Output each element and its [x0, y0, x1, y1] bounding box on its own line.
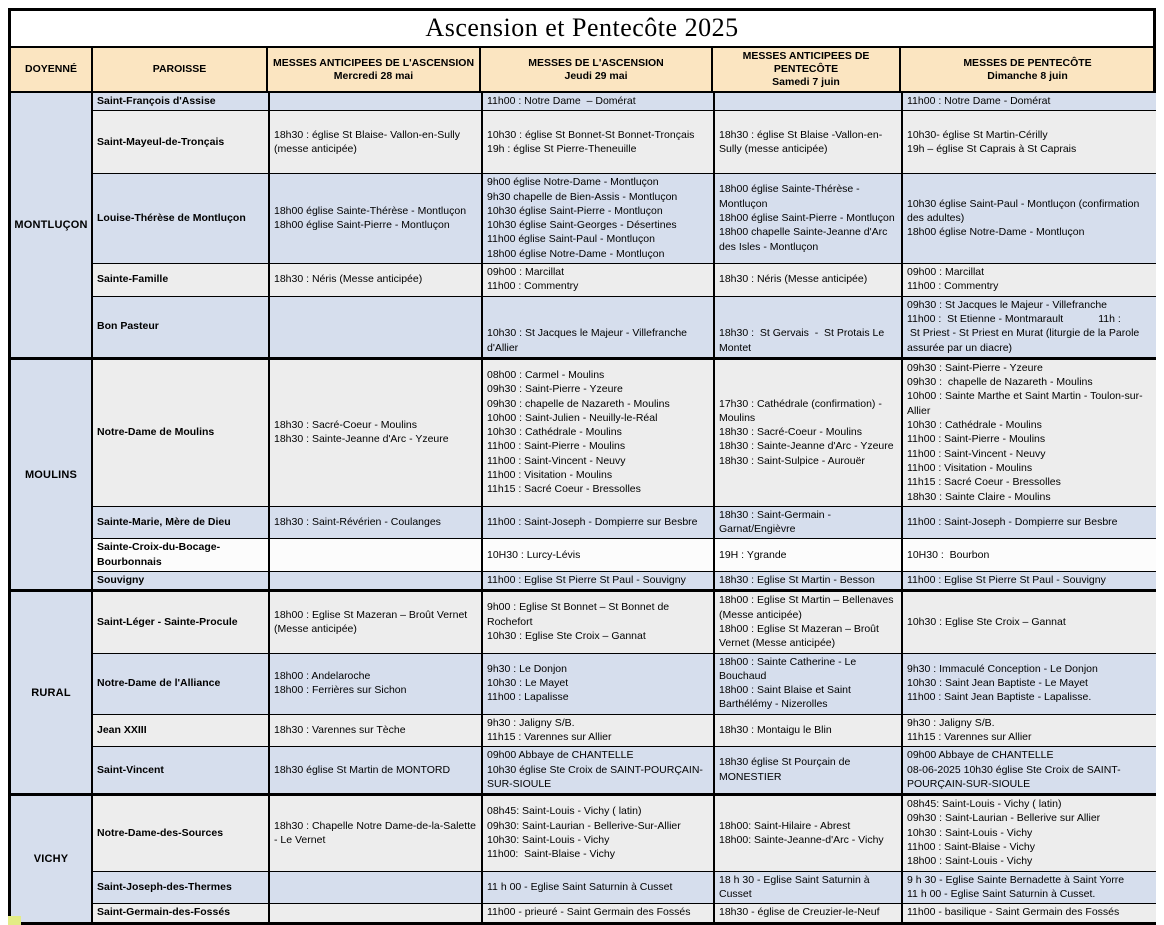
paroisse-label: Saint-Germain-des-Fossés: [97, 906, 231, 919]
mass-line: 18h00 église Saint-Pierre - Montluçon: [719, 212, 895, 225]
mass-line: 18h30 : Sainte-Jeanne d'Arc - Yzeure: [719, 440, 894, 453]
paroisse-label: Saint-François d'Assise: [97, 95, 216, 107]
mass-line: 18h00: Saint-Hilaire - Abrest: [719, 819, 851, 832]
header-paroisse: [91, 48, 266, 91]
mass-line: 10h30: Saint-Louis - Vichy: [487, 833, 610, 846]
mass-line: 9h00 église Notre-Dame - Montluçon: [487, 176, 659, 189]
mass-line: 18h00 église Sainte-Thérèse - Montluçon: [719, 183, 863, 210]
table-body: [11, 93, 1153, 922]
mass-line: 10h30 : Eglise Ste Croix – Gannat: [487, 630, 646, 643]
cell-paroisse: [93, 264, 268, 296]
mass-line: 10h30 église Saint-Georges - Désertines: [487, 219, 677, 232]
mass-line: 18h00 : Eglise St Mazeran – Broût Vernet (Messe anticipée): [719, 622, 882, 650]
mass-line: 11h00 : Saint-Vincent - Neuvy: [487, 454, 626, 467]
cell-asc_ant: [268, 111, 481, 173]
cell-paroisse: [93, 796, 268, 870]
paroisse-label: Notre-Dame de l'Alliance: [97, 676, 221, 689]
cell-paroisse: [93, 572, 268, 589]
mass-line: 11h00 : Saint-Vincent - Neuvy: [907, 447, 1046, 460]
mass-line: 18h30 : Chapelle Notre Dame-de-la-Salette - Le Vernet: [274, 819, 479, 846]
mass-line: 19h : église St Pierre-Theneuille: [487, 142, 637, 155]
header-label: MESSES DE PENTECÔTE: [963, 56, 1092, 69]
mass-line: 18h30 : Eglise St Martin - Besson: [719, 574, 875, 587]
doyenne-cell: VICHY: [11, 796, 91, 921]
cell-asc: [481, 539, 713, 571]
cell-pen: [901, 507, 1156, 539]
mass-line: 18h00 église Sainte-Thérèse - Montluçon: [274, 204, 467, 217]
cell-pen_ant: [713, 174, 901, 263]
cell-paroisse: [93, 297, 268, 357]
cell-paroisse: [93, 715, 268, 747]
page-title: Ascension et Pentecôte 2025: [11, 11, 1153, 48]
cell-asc_ant: [268, 297, 481, 357]
cell-pen: [901, 747, 1156, 793]
cell-pen: [901, 297, 1156, 357]
paroisse-label: Saint-Mayeul-de-Tronçais: [97, 135, 225, 148]
cell-asc: [481, 264, 713, 296]
mass-line: 11h15 : Sacré Coeur - Bressolles: [487, 483, 641, 496]
doyenne-group: [11, 793, 1153, 921]
table-header: [11, 48, 1153, 93]
cell-pen: [901, 904, 1156, 921]
paroisse-label: Souvigny: [97, 574, 145, 587]
cell-pen: [901, 93, 1156, 110]
cell-asc_ant: [268, 507, 481, 539]
header-messes-pentecote: [899, 48, 1154, 91]
mass-line: 18h00: Sainte-Jeanne-d'Arc - Vichy: [719, 833, 884, 846]
table-row: [93, 714, 1156, 747]
header-label: DOYENNÉ: [25, 63, 77, 75]
mass-line: 18h00 : Saint-Louis - Vichy: [907, 855, 1033, 868]
mass-line: 09h30 : Saint-Pierre - Yzeure: [487, 383, 623, 396]
cell-pen: [901, 796, 1156, 870]
table-row: [93, 746, 1156, 793]
cell-pen_ant: [713, 539, 901, 571]
cell-asc: [481, 747, 713, 793]
mass-line: 08h45: Saint-Louis - Vichy ( latin): [907, 798, 1062, 811]
mass-line: 9h30 chapelle de Bien-Assis - Montluçon: [487, 190, 678, 203]
mass-line: 17h30 : Cathédrale (confirmation) - Moulins: [719, 397, 885, 424]
mass-line: 18h30 : Saint-Révérien - Coulanges: [274, 515, 441, 528]
mass-line: 18h00 église Notre-Dame - Montluçon: [907, 226, 1085, 239]
cell-pen_ant: [713, 654, 901, 714]
cell-asc_ant: [268, 904, 481, 921]
header-messes-anticipees-pentecote: [711, 48, 899, 91]
mass-line: 11h00 : Commentry: [907, 280, 999, 293]
header-date: Jeudi 29 mai: [564, 69, 628, 82]
mass-line: 19H : Ygrande: [719, 548, 787, 561]
mass-line: 09h30 : Saint-Laurian - Bellerive sur Allier: [907, 812, 1101, 825]
mass-line: 9h00 : Eglise St Bonnet – St Bonnet de Rochefort: [487, 601, 673, 628]
table-row: [93, 173, 1156, 263]
cell-pen_ant: [713, 592, 901, 652]
mass-line: 10h30 : Eglise Ste Croix – Gannat: [907, 615, 1066, 628]
cell-pen: [901, 592, 1156, 652]
cell-asc_ant: [268, 747, 481, 793]
group-rows: [91, 796, 1156, 921]
cell-paroisse: [93, 904, 268, 921]
cell-pen: [901, 539, 1156, 571]
mass-line: 10h30 église Saint-Pierre - Montluçon: [487, 204, 663, 217]
cell-paroisse: [93, 93, 268, 110]
mass-line: 11h15 : Varennes sur Allier: [487, 730, 612, 743]
mass-line: 10h00 : Saint-Julien - Neuilly-le-Réal: [487, 411, 658, 424]
mass-line: 08h45: Saint-Louis - Vichy ( latin): [487, 805, 642, 818]
header-messes-ascension: [479, 48, 711, 91]
cell-asc: [481, 572, 713, 589]
mass-line: 10h00 : Sainte Marthe et Saint Martin - Toulon-sur-Allier: [907, 390, 1143, 417]
paroisse-label: Jean XXIII: [97, 723, 147, 736]
cell-pen_ant: [713, 93, 901, 110]
header-doyenne: [11, 48, 91, 91]
doyenne-group: [11, 589, 1153, 793]
mass-line: 09h00 Abbaye de CHANTELLE: [907, 749, 1054, 762]
group-rows: [91, 592, 1156, 793]
mass-line: 10h30 : Cathédrale - Moulins: [487, 426, 622, 439]
table-row: [93, 263, 1156, 296]
cell-asc_ant: [268, 264, 481, 296]
cell-pen_ant: [713, 507, 901, 539]
cell-asc: [481, 297, 713, 357]
mass-line: 10h30 : Le Mayet: [487, 676, 569, 689]
cell-asc: [481, 507, 713, 539]
table-row: [93, 653, 1156, 714]
mass-line: 10h30 : Cathédrale - Moulins: [907, 419, 1042, 432]
mass-line: 11h00: Saint-Blaise - Vichy: [487, 848, 616, 861]
header-label: MESSES ANTICIPEES DE L'ASCENSION: [272, 56, 475, 69]
mass-line: 10h30 : Saint Jean Baptiste - Le Mayet: [907, 676, 1088, 689]
cell-asc_ant: [268, 796, 481, 870]
cell-asc: [481, 111, 713, 173]
mass-line: 11 h 00 - Eglise Saint Saturnin à Cusset: [487, 880, 673, 893]
table-row: [93, 796, 1156, 870]
paroisse-label: Saint-Joseph-des-Thermes: [97, 880, 232, 893]
mass-line: 09h00 : Marcillat: [907, 266, 985, 279]
mass-line: 11h00 : Notre Dame - Domérat: [907, 95, 1051, 107]
header-date: Mercredi 28 mai: [333, 69, 414, 82]
mass-line: 9h30 : Jaligny S/B.: [487, 716, 575, 729]
paroisse-label: Sainte-Famille: [97, 273, 169, 286]
mass-line: 18h30 église St Martin de MONTORD: [274, 763, 451, 776]
mass-line: 09h30 : St Jacques le Majeur - Villefranche: [907, 298, 1108, 311]
mass-line: 18h30 : Varennes sur Tèche: [274, 723, 406, 736]
doyenne-group: [11, 93, 1153, 357]
paroisse-label: Saint-Vincent: [97, 763, 164, 776]
mass-line: 11h00 : Visitation - Moulins: [487, 469, 613, 482]
mass-line: 19h – église St Caprais à St Caprais: [907, 142, 1077, 155]
cell-pen: [901, 572, 1156, 589]
mass-line: 10h30 : Saint-Louis - Vichy: [907, 826, 1033, 839]
mass-line: 18h30 : Sacré-Coeur - Moulins: [274, 419, 417, 432]
mass-line: 11h00 : Saint Jean Baptiste - Lapalisse.: [907, 691, 1092, 704]
mass-line: 11h00 : Saint-Pierre - Moulins: [487, 440, 626, 453]
mass-line: 18h00 église Notre-Dame - Montluçon: [487, 247, 665, 260]
table-row: [93, 360, 1156, 506]
cell-paroisse: [93, 747, 268, 793]
mass-line: 11h00 : Eglise St Pierre St Paul - Souvigny: [487, 574, 686, 587]
paroisse-label: Saint-Léger - Sainte-Procule: [97, 615, 238, 628]
table-row: [93, 571, 1156, 589]
paroisse-label: Notre-Dame de Moulins: [97, 426, 215, 439]
cell-asc_ant: [268, 93, 481, 110]
paroisse-label: Louise-Thérèse de Montluçon: [97, 212, 246, 225]
cell-pen: [901, 360, 1156, 506]
cell-asc_ant: [268, 872, 481, 904]
mass-line: 11h00 : Visitation - Moulins: [907, 461, 1033, 474]
cell-pen_ant: [713, 264, 901, 296]
mass-line: 18h30 : Saint-Germain - Garnat/Engièvre: [719, 508, 834, 536]
cell-pen_ant: [713, 872, 901, 904]
mass-line: 09h30 : chapelle de Nazareth - Moulins: [907, 376, 1093, 389]
cell-paroisse: [93, 872, 268, 904]
cell-pen_ant: [713, 715, 901, 747]
mass-line: 11h00 : Commentry: [487, 280, 579, 293]
mass-line: 10H30 : Bourbon: [907, 548, 990, 561]
mass-line: 11h00 : Saint-Blaise - Vichy: [907, 841, 1036, 854]
mass-line: 18h00 : Ferrières sur Sichon: [274, 684, 407, 697]
cell-asc: [481, 904, 713, 921]
mass-line: 18h30 : Néris (Messe anticipée): [274, 273, 423, 286]
mass-line: 18h30 : Sainte-Jeanne d'Arc - Yzeure: [274, 433, 449, 446]
mass-line: 08-06-2025 10h30 église Ste Croix de SAINT-POURÇAIN-SUR-SIOULE: [907, 763, 1121, 790]
cell-asc_ant: [268, 592, 481, 652]
mass-line: 10h30 église Ste Croix de SAINT-POURÇAIN-SUR-SIOULE: [487, 763, 703, 790]
corner-artifact: [8, 916, 21, 925]
table-row: [93, 296, 1156, 357]
cell-asc: [481, 93, 713, 110]
mass-line: 10h30 église Saint-Paul - Montluçon (confirmation des adultes): [907, 197, 1143, 225]
group-rows: [91, 360, 1156, 589]
mass-line: 09h30 : chapelle de Nazareth - Moulins: [487, 397, 670, 410]
mass-line: 10h30 : église St Bonnet-St Bonnet-Tronçais: [487, 128, 695, 141]
cell-pen_ant: [713, 297, 901, 357]
mass-line: 18h00 : Saint Blaise et Saint Barthélémy - Nizerolles: [719, 684, 854, 711]
mass-line: 10h30 : St Jacques le Majeur - Villefranche d'Allier: [487, 327, 690, 354]
cell-pen_ant: [713, 111, 901, 173]
mass-line: 18h00 chapelle Sainte-Jeanne d'Arc des Isles - Montluçon: [719, 226, 891, 253]
table-row: [93, 592, 1156, 652]
mass-line: 18h00 : Sainte Catherine - Le Bouchaud: [719, 655, 860, 682]
mass-line: 11 h 00 - Eglise Saint Saturnin à Cusset.: [907, 887, 1096, 900]
cell-asc: [481, 796, 713, 870]
cell-asc: [481, 715, 713, 747]
paroisse-label: Notre-Dame-des-Sources: [97, 826, 224, 839]
table-row: [93, 506, 1156, 539]
paroisse-label: Sainte-Marie, Mère de Dieu: [97, 515, 231, 528]
mass-line: 11h00 : Saint-Joseph - Dompierre sur Besbre: [907, 515, 1118, 528]
header-label: MESSES DE L'ASCENSION: [528, 56, 664, 69]
mass-line: St Priest - St Priest en Murat (liturgie de la Parole assurée par un diacre): [907, 327, 1143, 354]
mass-line: 10h30- église St Martin-Cérilly: [907, 128, 1048, 141]
cell-pen: [901, 174, 1156, 263]
doyenne-cell: RURAL: [11, 592, 91, 793]
mass-line: 11h00 : Saint-Pierre - Moulins: [907, 433, 1046, 446]
mass-line: 18h00 église Saint-Pierre - Montluçon: [274, 219, 450, 232]
mass-line: 11h15 : Varennes sur Allier: [907, 730, 1032, 743]
paroisse-label: Bon Pasteur: [97, 320, 159, 333]
mass-line: 18h30 : église St Blaise- Vallon-en-Sully (messe anticipée): [274, 128, 463, 155]
cell-asc: [481, 360, 713, 506]
mass-line: 11h15 : Sacré Coeur - Bressolles: [907, 476, 1061, 489]
mass-line: 18h30 : Montaigu le Blin: [719, 723, 832, 736]
mass-line: 18h00 : Andelaroche: [274, 669, 371, 682]
table-row: [93, 93, 1156, 110]
cell-pen: [901, 715, 1156, 747]
cell-pen: [901, 654, 1156, 714]
mass-line: 18h00 : Eglise St Martin – Bellenaves (Messe anticipée): [719, 594, 897, 621]
mass-line: 11h00 : St Etienne - Montmarault 11h :: [907, 312, 1121, 325]
cell-pen_ant: [713, 572, 901, 589]
header-label: PAROISSE: [152, 63, 207, 75]
schedule-sheet: [8, 8, 1156, 925]
cell-pen_ant: [713, 360, 901, 506]
mass-line: 18 h 30 - Eglise Saint Saturnin à Cusset: [719, 873, 873, 900]
mass-line: 9h30 : Le Donjon: [487, 662, 567, 675]
cell-asc: [481, 654, 713, 714]
cell-pen_ant: [713, 747, 901, 793]
cell-asc_ant: [268, 715, 481, 747]
cell-paroisse: [93, 174, 268, 263]
header-date: Samedi 7 juin: [772, 76, 840, 88]
table-row: [93, 538, 1156, 571]
mass-line: 09h30 : Saint-Pierre - Yzeure: [907, 361, 1043, 374]
cell-asc: [481, 872, 713, 904]
doyenne-cell: MONTLUÇON: [11, 93, 91, 357]
mass-line: 11h00 - prieuré - Saint Germain des Fossés: [487, 906, 691, 919]
cell-asc_ant: [268, 572, 481, 589]
mass-line: 18h30 : Saint-Sulpice - Aurouër: [719, 454, 865, 467]
group-rows: [91, 93, 1156, 357]
table-row: [93, 903, 1156, 921]
mass-line: 08h00 : Carmel - Moulins: [487, 369, 605, 381]
mass-line: 10H30 : Lurcy-Lévis: [487, 548, 581, 561]
mass-schedule-table: [8, 8, 1156, 925]
mass-line: 09h00 Abbaye de CHANTELLE: [487, 749, 634, 762]
cell-asc: [481, 174, 713, 263]
cell-pen: [901, 872, 1156, 904]
mass-line: 18h30 église St Pourçain de MONESTIER: [719, 756, 854, 783]
header-label: MESSES ANTICIPEES DE PENTECÔTE: [742, 50, 870, 75]
cell-pen_ant: [713, 796, 901, 870]
mass-line: 18h30 : Sainte Claire - Moulins: [907, 490, 1051, 503]
mass-line: 18h30 : Sacré-Coeur - Moulins: [719, 426, 862, 439]
cell-asc_ant: [268, 174, 481, 263]
doyenne-cell: MOULINS: [11, 360, 91, 589]
header-date: Dimanche 8 juin: [987, 69, 1068, 82]
table-row: [93, 110, 1156, 173]
cell-paroisse: [93, 539, 268, 571]
mass-line: 11h00 église Saint-Paul - Montluçon: [487, 233, 655, 246]
cell-asc: [481, 592, 713, 652]
mass-line: 18h30 : église St Blaise -Vallon-en-Sully (messe anticipée): [719, 128, 883, 155]
mass-line: 11h00 - basilique - Saint Germain des Fossés: [907, 906, 1120, 919]
cell-asc_ant: [268, 360, 481, 506]
cell-paroisse: [93, 654, 268, 714]
cell-paroisse: [93, 111, 268, 173]
mass-line: 18h30 : Néris (Messe anticipée): [719, 273, 868, 286]
mass-line: 11h00 : Lapalisse: [487, 691, 569, 704]
mass-line: 11h00 : Notre Dame – Domérat: [487, 95, 636, 107]
cell-pen: [901, 111, 1156, 173]
mass-line: 09h30: Saint-Laurian - Bellerive-Sur-Allier: [487, 819, 681, 832]
mass-line: 09h00 : Marcillat: [487, 266, 565, 279]
cell-asc_ant: [268, 539, 481, 571]
cell-paroisse: [93, 507, 268, 539]
mass-line: 11h00 : Eglise St Pierre St Paul - Souvigny: [907, 574, 1106, 587]
mass-line: 18h00 : Eglise St Mazeran – Broût Vernet (Messe anticipée): [274, 608, 471, 635]
mass-line: 11h00 : Saint-Joseph - Dompierre sur Besbre: [487, 515, 698, 528]
mass-line: 9h30 : Jaligny S/B.: [907, 716, 995, 729]
cell-pen: [901, 264, 1156, 296]
cell-pen_ant: [713, 904, 901, 921]
table-row: [93, 871, 1156, 904]
mass-line: 18h30 : St Gervais - St Protais Le Montet: [719, 327, 888, 354]
mass-line: 9 h 30 - Eglise Sainte Bernadette à Saint Yorre: [907, 873, 1125, 886]
paroisse-label: Sainte-Croix-du-Bocage-Bourbonnais: [97, 541, 221, 568]
cell-paroisse: [93, 592, 268, 652]
mass-line: 9h30 : Immaculé Conception - Le Donjon: [907, 662, 1098, 675]
doyenne-group: [11, 357, 1153, 589]
cell-asc_ant: [268, 654, 481, 714]
cell-paroisse: [93, 360, 268, 506]
mass-line: 18h30 - église de Creuzier-le-Neuf: [719, 906, 880, 919]
header-messes-anticipees-ascension: [266, 48, 479, 91]
